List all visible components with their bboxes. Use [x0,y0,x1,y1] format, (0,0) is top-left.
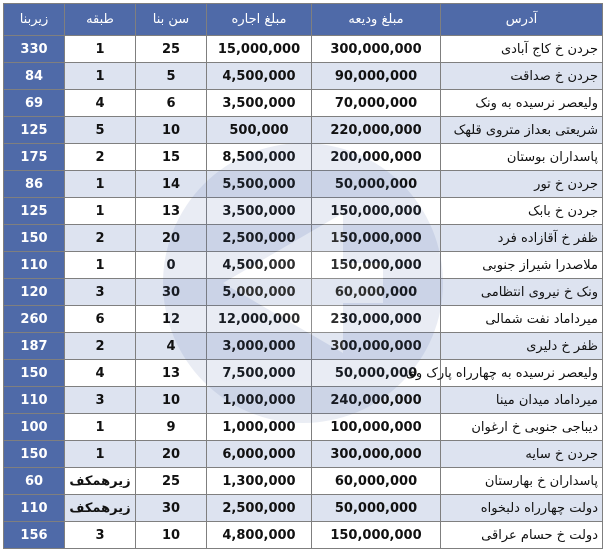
cell-building-age: 10 [136,522,207,549]
table-row [4,414,603,441]
cell-area: 150 [4,441,65,468]
cell-rent: 12,000,000 [207,306,312,333]
cell-address: شریعتی بعداز متروی قلهک [441,117,603,144]
cell-building-age: 15 [136,144,207,171]
cell-area: 260 [4,306,65,333]
cell-building-age: 20 [136,441,207,468]
cell-address: ظفر خ آقازاده فرد [441,225,603,252]
cell-building-age: 0 [136,252,207,279]
cell-rent: 6,000,000 [207,441,312,468]
cell-rent: 2,500,000 [207,495,312,522]
cell-address: میرداماد نفت شمالی [441,306,603,333]
cell-building-age: 13 [136,360,207,387]
cell-address: ولیعصر نرسیده به چهارراه پارک وی [441,360,603,387]
cell-area: 86 [4,171,65,198]
cell-floor: 3 [65,387,136,414]
cell-address: ظفر خ دلیری [441,333,603,360]
cell-floor: 2 [65,333,136,360]
cell-floor: 1 [65,252,136,279]
cell-deposit: 50,000,000 [312,495,441,522]
cell-floor: 5 [65,117,136,144]
cell-building-age: 30 [136,495,207,522]
cell-deposit: 200,000,000 [312,144,441,171]
cell-area: 120 [4,279,65,306]
header-deposit: مبلغ ودیعه [312,4,441,36]
cell-building-age: 10 [136,387,207,414]
cell-address: جردن خ کاج آبادی [441,36,603,63]
listings-frame [3,3,603,553]
cell-rent: 5,000,000 [207,279,312,306]
cell-rent: 3,500,000 [207,90,312,117]
table-row [4,441,603,468]
cell-rent: 1,300,000 [207,468,312,495]
cell-address: جردن خ تور [441,171,603,198]
cell-address: دیباجی جنوبی خ ارغوان [441,414,603,441]
table-row [4,198,603,225]
table-row [4,522,603,549]
cell-rent: 5,500,000 [207,171,312,198]
table-row [4,279,603,306]
cell-floor: 1 [65,198,136,225]
cell-address: دولت خ حسام عراقی [441,522,603,549]
cell-rent: 3,000,000 [207,333,312,360]
cell-deposit: 230,000,000 [312,306,441,333]
cell-address: جردن خ سایه [441,441,603,468]
cell-deposit: 150,000,000 [312,198,441,225]
cell-floor: 2 [65,225,136,252]
cell-area: 150 [4,360,65,387]
cell-deposit: 100,000,000 [312,414,441,441]
table-row [4,63,603,90]
cell-area: 69 [4,90,65,117]
cell-address: ملاصدرا شیراز جنوبی [441,252,603,279]
header-rent: مبلغ اجاره [207,4,312,36]
table-row [4,144,603,171]
cell-floor: 3 [65,279,136,306]
cell-rent: 15,000,000 [207,36,312,63]
cell-rent: 2,500,000 [207,225,312,252]
header-building-age: سن بنا [136,4,207,36]
cell-floor: 4 [65,360,136,387]
cell-address: ولیعصر نرسیده به ونک [441,90,603,117]
cell-address: جردن خ بابک [441,198,603,225]
cell-area: 60 [4,468,65,495]
cell-area: 187 [4,333,65,360]
cell-area: 156 [4,522,65,549]
cell-rent: 7,500,000 [207,360,312,387]
header-area: زیربنا [4,4,65,36]
cell-building-age: 4 [136,333,207,360]
cell-rent: 500,000 [207,117,312,144]
table-row [4,387,603,414]
cell-floor: 1 [65,441,136,468]
cell-building-age: 25 [136,36,207,63]
table-row [4,360,603,387]
table-row [4,495,603,522]
table-row [4,36,603,63]
table-row [4,306,603,333]
cell-floor: 3 [65,522,136,549]
cell-deposit: 60,000,000 [312,279,441,306]
cell-area: 110 [4,387,65,414]
cell-area: 110 [4,495,65,522]
cell-rent: 8,500,000 [207,144,312,171]
cell-deposit: 300,000,000 [312,441,441,468]
cell-address: ونک خ نیروی انتظامی [441,279,603,306]
table-row [4,333,603,360]
header-address: آدرس [441,4,603,36]
cell-floor: 1 [65,63,136,90]
cell-deposit: 150,000,000 [312,225,441,252]
cell-address: میرداماد میدان مینا [441,387,603,414]
cell-building-age: 12 [136,306,207,333]
cell-floor: 6 [65,306,136,333]
cell-deposit: 150,000,000 [312,252,441,279]
cell-floor: 1 [65,414,136,441]
table-row [4,225,603,252]
cell-floor: 1 [65,171,136,198]
cell-rent: 4,500,000 [207,63,312,90]
table-row [4,252,603,279]
cell-deposit: 300,000,000 [312,36,441,63]
cell-floor: زیرهمکف [65,495,136,522]
cell-rent: 3,500,000 [207,198,312,225]
cell-deposit: 220,000,000 [312,117,441,144]
cell-building-age: 13 [136,198,207,225]
cell-deposit: 60,000,000 [312,468,441,495]
table-row [4,171,603,198]
table-body [4,36,603,549]
cell-deposit: 50,000,000 [312,171,441,198]
cell-deposit: 150,000,000 [312,522,441,549]
cell-building-age: 14 [136,171,207,198]
cell-address: جردن خ صداقت [441,63,603,90]
cell-building-age: 10 [136,117,207,144]
cell-area: 100 [4,414,65,441]
cell-area: 125 [4,117,65,144]
cell-rent: 4,800,000 [207,522,312,549]
cell-area: 330 [4,36,65,63]
cell-deposit: 300,000,000 [312,333,441,360]
header-floor: طبقه [65,4,136,36]
cell-deposit: 50,000,000 [312,360,441,387]
cell-floor: زیرهمکف [65,468,136,495]
cell-building-age: 30 [136,279,207,306]
cell-area: 150 [4,225,65,252]
cell-address: پاسداران خ بهارستان [441,468,603,495]
cell-floor: 2 [65,144,136,171]
cell-rent: 4,500,000 [207,252,312,279]
cell-building-age: 20 [136,225,207,252]
rental-listings-table [3,3,603,549]
cell-building-age: 25 [136,468,207,495]
cell-floor: 1 [65,36,136,63]
cell-building-age: 5 [136,63,207,90]
cell-rent: 1,000,000 [207,387,312,414]
cell-area: 175 [4,144,65,171]
cell-area: 84 [4,63,65,90]
cell-building-age: 9 [136,414,207,441]
table-row [4,90,603,117]
cell-deposit: 90,000,000 [312,63,441,90]
cell-area: 125 [4,198,65,225]
cell-address: پاسداران بوستان [441,144,603,171]
cell-rent: 1,000,000 [207,414,312,441]
cell-address: دولت چهارراه دلبخواه [441,495,603,522]
table-row [4,468,603,495]
cell-area: 110 [4,252,65,279]
table-header-row [4,4,603,36]
cell-building-age: 6 [136,90,207,117]
cell-floor: 4 [65,90,136,117]
table-row [4,117,603,144]
cell-deposit: 70,000,000 [312,90,441,117]
cell-deposit: 240,000,000 [312,387,441,414]
